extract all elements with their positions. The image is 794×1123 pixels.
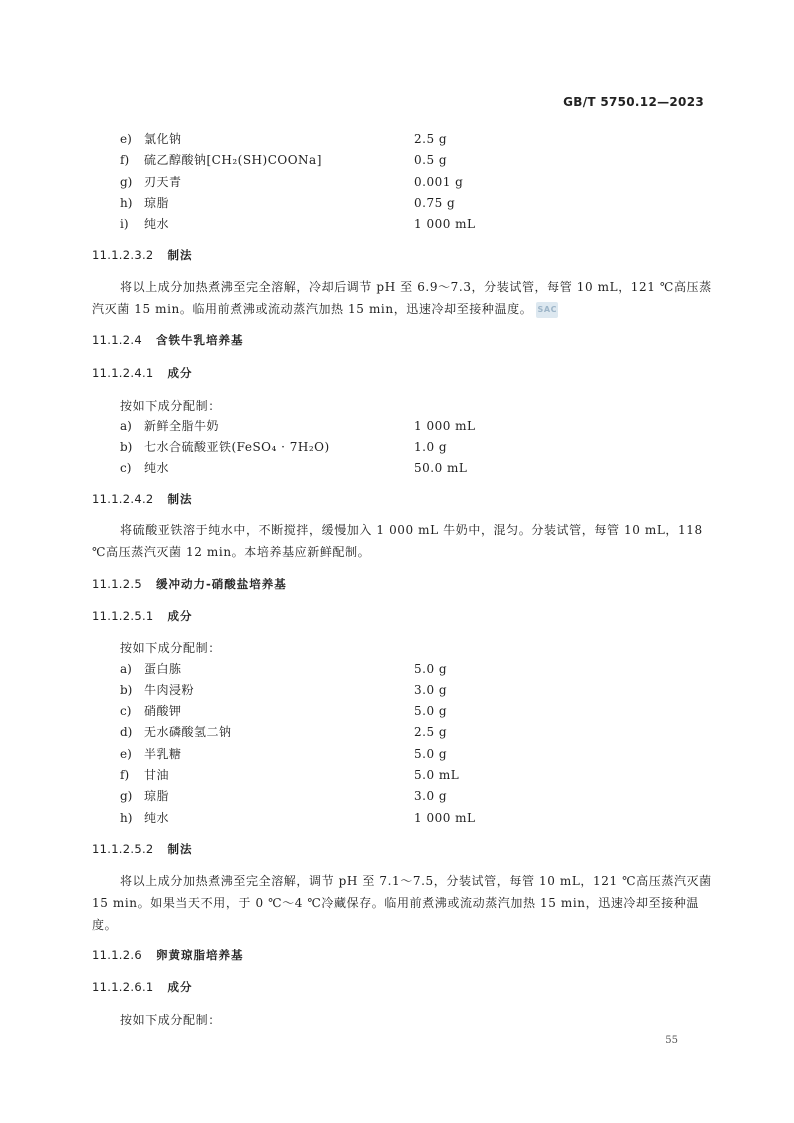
item-value: 2.5 g [414, 132, 448, 146]
item-value: 0.75 g [414, 196, 456, 210]
item-name: 纯水 [144, 461, 170, 475]
item-label: g) [120, 175, 133, 189]
item-name: 硝酸钾 [144, 704, 182, 718]
section-title: 成分 [167, 980, 193, 994]
item-name: 新鲜全脂牛奶 [144, 419, 220, 433]
section-title: 卵黄琼脂培养基 [155, 948, 244, 962]
item-label: a) [120, 419, 132, 433]
item-name: 硫乙醇酸钠[CH₂(SH)COONa] [144, 153, 322, 167]
item-label: d) [120, 725, 133, 739]
item-name: 蛋白胨 [144, 662, 182, 676]
list-item [92, 214, 712, 234]
section-title: 制法 [167, 248, 193, 262]
list-item [92, 659, 712, 679]
item-label: g) [120, 789, 133, 803]
item-value: 1.0 g [414, 440, 448, 454]
item-name: 甘油 [144, 768, 170, 782]
section-number: 11.1.2.5 [92, 577, 142, 591]
item-value: 5.0 mL [414, 768, 460, 782]
list-item [92, 701, 712, 721]
item-name: 琼脂 [144, 789, 170, 803]
item-label: b) [120, 683, 133, 697]
section-title: 缓冲动力-硝酸盐培养基 [155, 577, 287, 591]
list-item [92, 765, 712, 785]
intro-text: 按如下成分配制： [120, 1013, 221, 1027]
list-item [92, 722, 712, 742]
intro-text: 按如下成分配制： [120, 399, 221, 413]
item-name: 刃天青 [144, 175, 182, 189]
section-heading [92, 490, 193, 508]
item-label: b) [120, 440, 133, 454]
item-name: 琼脂 [144, 196, 170, 210]
item-name: 氯化钠 [144, 132, 182, 146]
list-item [92, 172, 712, 192]
paragraph [92, 519, 712, 563]
item-label: h) [120, 811, 133, 825]
item-value: 3.0 g [414, 789, 448, 803]
list-item [92, 744, 712, 764]
item-name: 纯水 [144, 811, 170, 825]
section-heading [92, 978, 193, 996]
section-title: 成分 [167, 609, 193, 623]
item-value: 0.5 g [414, 153, 448, 167]
section-heading [92, 331, 243, 349]
section-number: 11.1.2.4.2 [92, 492, 154, 506]
section-heading [92, 246, 193, 264]
list-item [92, 437, 712, 457]
list-item [92, 129, 712, 149]
section-heading [92, 946, 243, 964]
list-item [92, 193, 712, 213]
item-label: h) [120, 196, 133, 210]
section-heading [92, 575, 287, 593]
intro-text: 按如下成分配制： [120, 641, 221, 655]
item-label: f) [120, 153, 130, 167]
item-name: 七水合硫酸亚铁(FeSO₄ · 7H₂O) [144, 440, 330, 454]
item-label: c) [120, 461, 132, 475]
item-label: i) [120, 217, 129, 231]
list-item [92, 458, 712, 478]
item-label: f) [120, 768, 130, 782]
item-value: 0.001 g [414, 175, 464, 189]
list-item [92, 786, 712, 806]
section-title: 成分 [167, 366, 193, 380]
item-value: 5.0 g [414, 662, 448, 676]
paragraph-text: 将以上成分加热煮沸至完全溶解，调节 pH 至 7.1～7.5，分装试管，每管 10 mL，121 ℃高压蒸汽灭菌 15 min。如果当天不用，于 0 ℃～4 ℃冷藏保存。临用前煮沸或流动蒸汽加热 15 min，迅速冷却至接种温度。 [92, 874, 712, 932]
item-label: c) [120, 704, 132, 718]
item-name: 半乳糖 [144, 747, 182, 761]
paragraph-text: 将硫酸亚铁溶于纯水中，不断搅拌，缓慢加入 1 000 mL 牛奶中，混匀。分装试管，每管 10 mL，118 ℃高压蒸汽灭菌 12 min。本培养基应新鲜配制。 [92, 523, 703, 559]
list-item [92, 808, 712, 828]
item-label: e) [120, 747, 132, 761]
section-heading [92, 607, 193, 625]
section-heading [92, 364, 193, 382]
sac-watermark-badge: SAC [536, 302, 558, 318]
item-value: 5.0 g [414, 747, 448, 761]
paragraph [92, 870, 712, 936]
item-value: 1 000 mL [414, 217, 476, 231]
page-number: 55 [665, 1035, 678, 1046]
item-value: 50.0 mL [414, 461, 468, 475]
list-item [92, 416, 712, 436]
section-number: 11.1.2.6 [92, 948, 142, 962]
standard-code-header: GB/T 5750.12—2023 [563, 95, 704, 109]
item-name: 无水磷酸氢二钠 [144, 725, 232, 739]
item-value: 5.0 g [414, 704, 448, 718]
section-number: 11.1.2.6.1 [92, 980, 154, 994]
item-label: a) [120, 662, 132, 676]
section-number: 11.1.2.4 [92, 333, 142, 347]
paragraph-text: 将以上成分加热煮沸至完全溶解，冷却后调节 pH 至 6.9～7.3，分装试管，每管 10 mL，121 ℃高压蒸汽灭菌 15 min。临用前煮沸或流动蒸汽加热 15 min，迅速冷却至接种温度。 [92, 280, 712, 316]
item-value: 1 000 mL [414, 811, 476, 825]
section-title: 制法 [167, 492, 193, 506]
item-value: 2.5 g [414, 725, 448, 739]
list-item [92, 680, 712, 700]
section-title: 含铁牛乳培养基 [155, 333, 244, 347]
paragraph [92, 276, 712, 320]
list-item [92, 150, 712, 170]
section-title: 制法 [167, 842, 193, 856]
section-heading [92, 840, 193, 858]
item-value: 1 000 mL [414, 419, 476, 433]
section-number: 11.1.2.4.1 [92, 366, 154, 380]
item-label: e) [120, 132, 132, 146]
item-value: 3.0 g [414, 683, 448, 697]
section-number: 11.1.2.5.2 [92, 842, 154, 856]
section-number: 11.1.2.5.1 [92, 609, 154, 623]
item-name: 牛肉浸粉 [144, 683, 195, 697]
item-name: 纯水 [144, 217, 170, 231]
section-number: 11.1.2.3.2 [92, 248, 154, 262]
